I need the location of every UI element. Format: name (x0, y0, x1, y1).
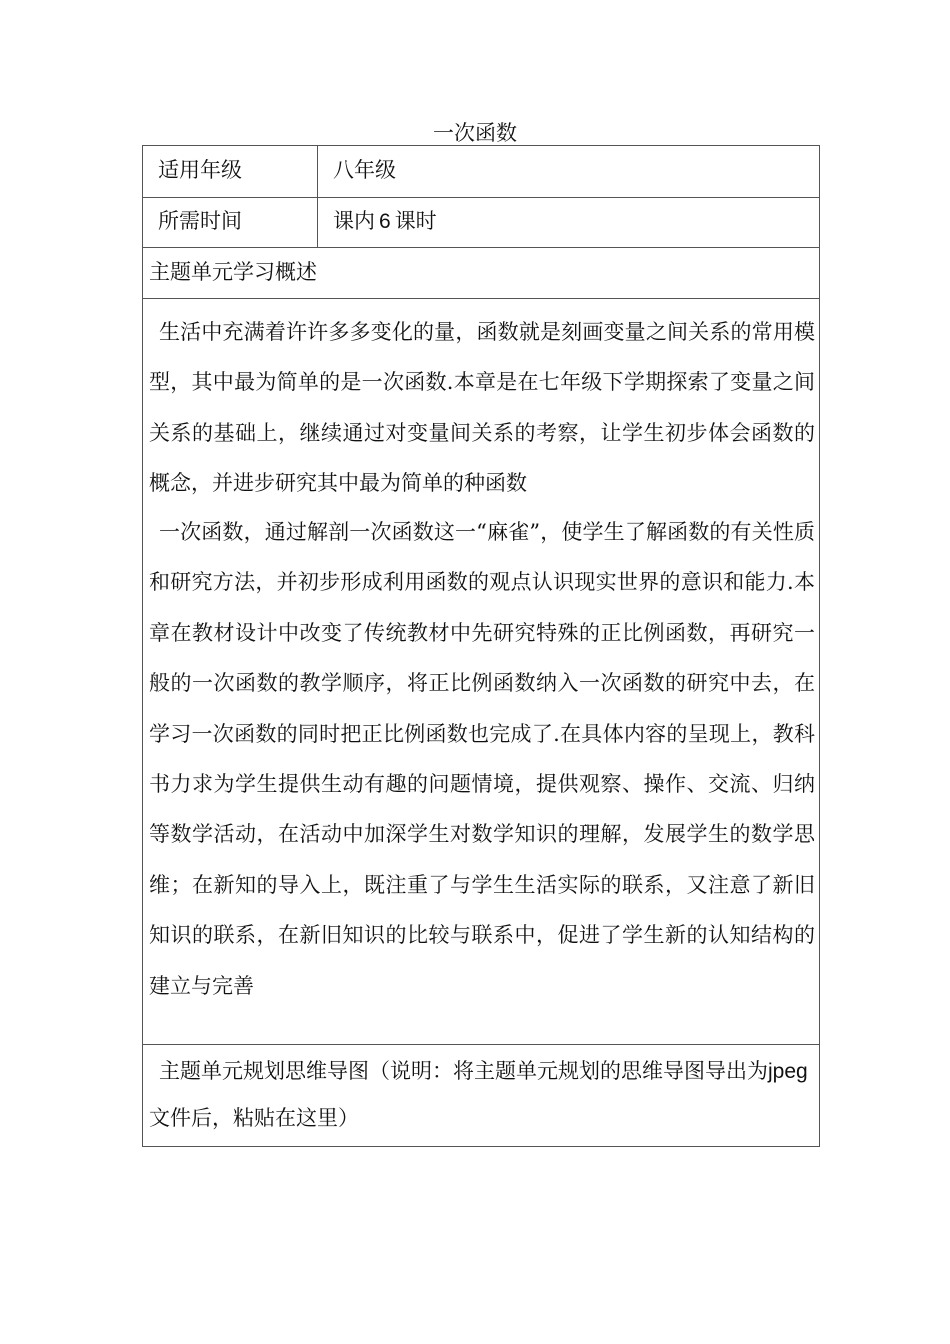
time-value (333, 208, 437, 235)
mindmap-instruction-end: 文件后，粘贴在这里） (149, 1106, 359, 1130)
time-label: 所需时间 (158, 209, 242, 233)
time-value-number: 6 (379, 210, 391, 233)
mindmap-instruction (149, 1048, 815, 1141)
grade-value: 八年级 (333, 158, 396, 182)
lesson-plan-table (142, 145, 820, 1147)
mindmap-instruction-format: jpeg (768, 1060, 808, 1083)
mindmap-instruction-main: 主题单元规划思维导图（说明：将主题单元规划的思维导图导出为 (159, 1059, 768, 1083)
overview-paragraph-2: 一次函数，通过解剖一次函数这一“麻雀”，使学生了解函数的有关性质和研究方法，并初步形成利用函数的观点认识现实世界的意识和能力.本章在教材设计中改变了传统教材中先研究特殊的正比例函数，再研究一般的一次函数的教学顺序，将正比例函数纳入一次函数的研究中去，在学习一次函数的同时把正比例函数也完成了.在具体内容的呈现上，教科书力求为学生提供生动有趣的问题情境，提供观察、操作、交流、归纳等数学活动，在活动中加深学生对数学知识的理解，发展学生的数学思维；在新知的导入上，既注重了与学生生活实际的联系，又注意了新旧知识的联系，在新旧知识的比较与联系中，促进了学生新的认知结构的建立与完善 (149, 520, 815, 998)
time-row (143, 198, 819, 248)
overview-heading: 主题单元学习概述 (149, 260, 317, 284)
document-title: 一次函数 (433, 121, 517, 145)
time-value-suffix: 课时 (394, 209, 437, 233)
overview-paragraph-1: 生活中充满着许许多多变化的量，函数就是刻画变量之间关系的常用模型，其中最为简单的是一次函数.本章是在七年级下学期探索了变量之间关系的基础上，继续通过对变量间关系的考察，让学生初步体会函数的概念，并进步研究其中最为简单的种函数 (149, 320, 815, 496)
grade-label: 适用年级 (158, 158, 242, 182)
time-value-prefix: 课内 (333, 209, 375, 233)
overview-body-row (143, 299, 819, 1045)
overview-heading-row (143, 248, 819, 299)
mindmap-row (143, 1045, 819, 1146)
grade-row (143, 146, 819, 198)
